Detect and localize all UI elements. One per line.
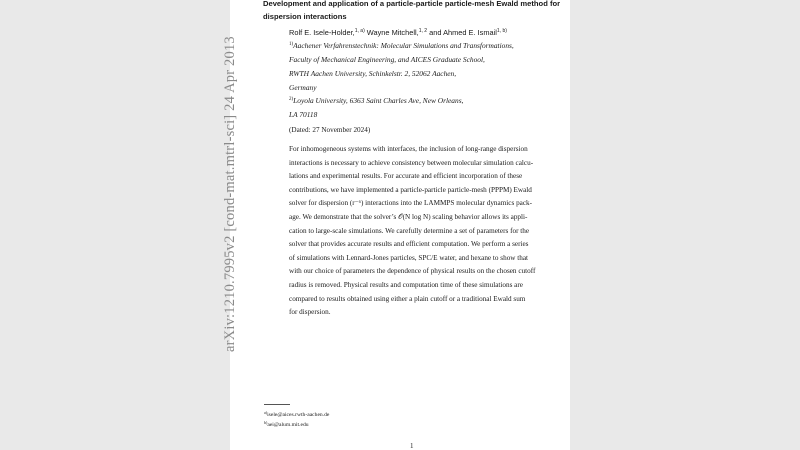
abstract-line: contributions, we have implemented a particle-particle particle-mesh (PPPM) Ewald: [289, 185, 532, 194]
abstract-line: solver for dispersion (r⁻⁶) interactions into the LAMMPS molecular dynamics pack-: [289, 199, 533, 208]
title-line: Development and application of a particle-particle particle-mesh Ewald method for: [263, 0, 561, 8]
title-line: dispersion interactions: [263, 12, 347, 21]
abstract-line: of simulations with Lennard-Jones particles, SPC/E water, and hexane to show that: [289, 253, 529, 262]
author-affiliation-mark: 1, a): [354, 28, 365, 34]
abstract: [289, 143, 569, 320]
footnote-mark: a): [264, 410, 268, 415]
footnote-email[interactable]: aei@alum.mit.edu: [267, 422, 309, 428]
page-number: 1: [410, 442, 414, 450]
author-name: Rolf E. Isele-Holder,: [289, 28, 355, 37]
footnote-email-b: [264, 419, 309, 429]
affiliation-line: Aachener Verfahrenstechnik: Molecular Simulations and Transformations,: [293, 41, 514, 50]
arxiv-id[interactable]: arXiv:1210.7995v2 [cond-mat.mtrl-sci] 24 Apr 2013: [222, 36, 238, 352]
footnote-email-a: [264, 409, 329, 419]
affiliation-line: Faculty of Mechanical Engineering, and AICES Graduate School,: [289, 55, 485, 64]
abstract-line: with our choice of parameters the dependence of physical results on the chosen cutoff: [289, 267, 536, 276]
affiliation-line: Loyola University, 6363 Saint Charles Ave, New Orleans,: [293, 96, 464, 105]
abstract-line: radius is removed. Physical results and computation time of these simulations are: [289, 280, 523, 289]
abstract-line: for dispersion.: [289, 308, 331, 317]
abstract-line: compared to results obtained using either a plain cutoff or a traditional Ewald sum: [289, 294, 526, 303]
author-name: and Ahmed E. Ismail: [427, 28, 497, 37]
abstract-line: cation to large-scale simulations. We carefully determine a set of parameters for the: [289, 226, 530, 235]
affiliation-mark: 1): [289, 42, 294, 47]
author-affiliation-mark: 1, 2: [418, 28, 428, 34]
affiliation-1: [289, 38, 559, 95]
dated-line: (Dated: 27 November 2024): [289, 126, 371, 134]
abstract-line: age. We demonstrate that the solver’s 𝒪(N log N) scaling behavior allows its appli-: [289, 212, 528, 221]
footnote-rule: [264, 404, 290, 405]
affiliation-mark: 2): [289, 97, 294, 102]
author-name: Wayne Mitchell,: [364, 28, 419, 37]
author-affiliation-mark: 1, b): [496, 28, 507, 34]
paper-title: [263, 0, 563, 23]
abstract-line: lations and experimental results. For accurate and efficient incorporation of these: [289, 172, 523, 181]
author-list: [289, 26, 559, 38]
abstract-line: For inhomogeneous systems with interfaces, the inclusion of long-range dispersion: [289, 145, 528, 153]
abstract-line: interactions is necessary to achieve consistency between molecular simulation calcu-: [289, 158, 534, 167]
affiliation-2: [289, 93, 559, 122]
affiliation-line: Germany: [289, 83, 317, 92]
footnote-mark: b): [264, 420, 268, 425]
footnote-email[interactable]: isele@aices.rwth-aachen.de: [267, 412, 330, 418]
abstract-line: solver that provides accurate results and efficient computation. We perform a series: [289, 240, 529, 249]
arxiv-stamp: [222, 36, 242, 362]
affiliation-line: LA 70118: [289, 110, 318, 119]
affiliation-line: RWTH Aachen University, Schinkelstr. 2, 52062 Aachen,: [289, 69, 457, 78]
